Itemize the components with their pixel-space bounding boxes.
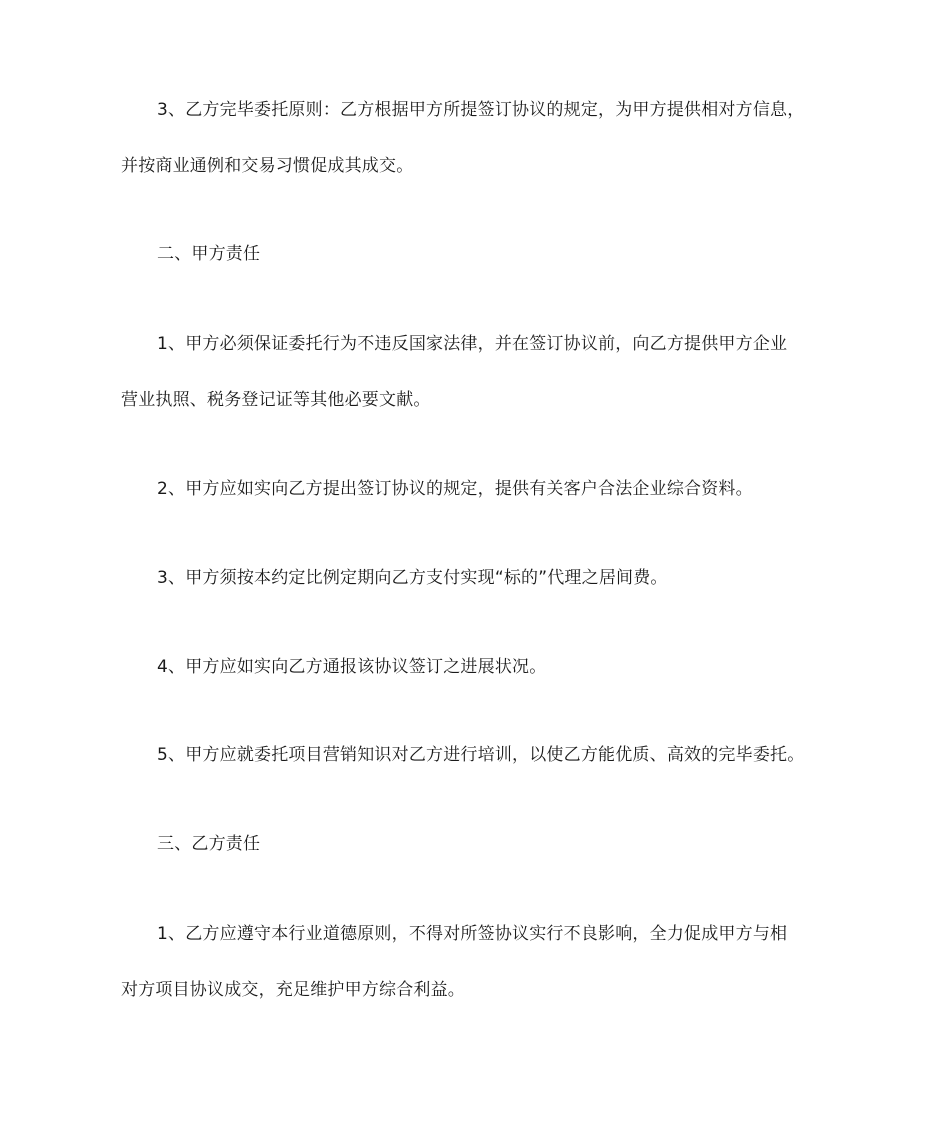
paragraph-line: 3、甲方须按本约定比例定期向乙方支付实现“标的”代理之居间费。 bbox=[157, 568, 668, 588]
paragraph-line: 对方项目协议成交，充足维护甲方综合利益。 bbox=[121, 980, 465, 1000]
paragraph-line: 营业执照、税务登记证等其他必要文献。 bbox=[121, 390, 431, 410]
paragraph-line: 并按商业通例和交易习惯促成其成交。 bbox=[121, 156, 414, 176]
paragraph-line: 1、甲方必须保证委托行为不违反国家法律，并在签订协议前，向乙方提供甲方企业 bbox=[157, 334, 788, 354]
paragraph-line: 1、乙方应遵守本行业道德原则，不得对所签协议实行不良影响，全力促成甲方与相 bbox=[157, 924, 788, 944]
paragraph-line: 4、甲方应如实向乙方通报该协议签订之进展状况。 bbox=[157, 657, 547, 677]
paragraph-line: 3、乙方完毕委托原则：乙方根据甲方所提签订协议的规定，为甲方提供相对方信息， bbox=[157, 100, 805, 120]
paragraph-line: 2、甲方应如实向乙方提出签订协议的规定，提供有关客户合法企业综合资料。 bbox=[157, 479, 753, 499]
paragraph-line: 5、甲方应就委托项目营销知识对乙方进行培训，以使乙方能优质、高效的完毕委托。 bbox=[157, 745, 805, 765]
section-heading: 三、乙方责任 bbox=[157, 834, 261, 854]
section-heading: 二、甲方责任 bbox=[157, 244, 261, 264]
